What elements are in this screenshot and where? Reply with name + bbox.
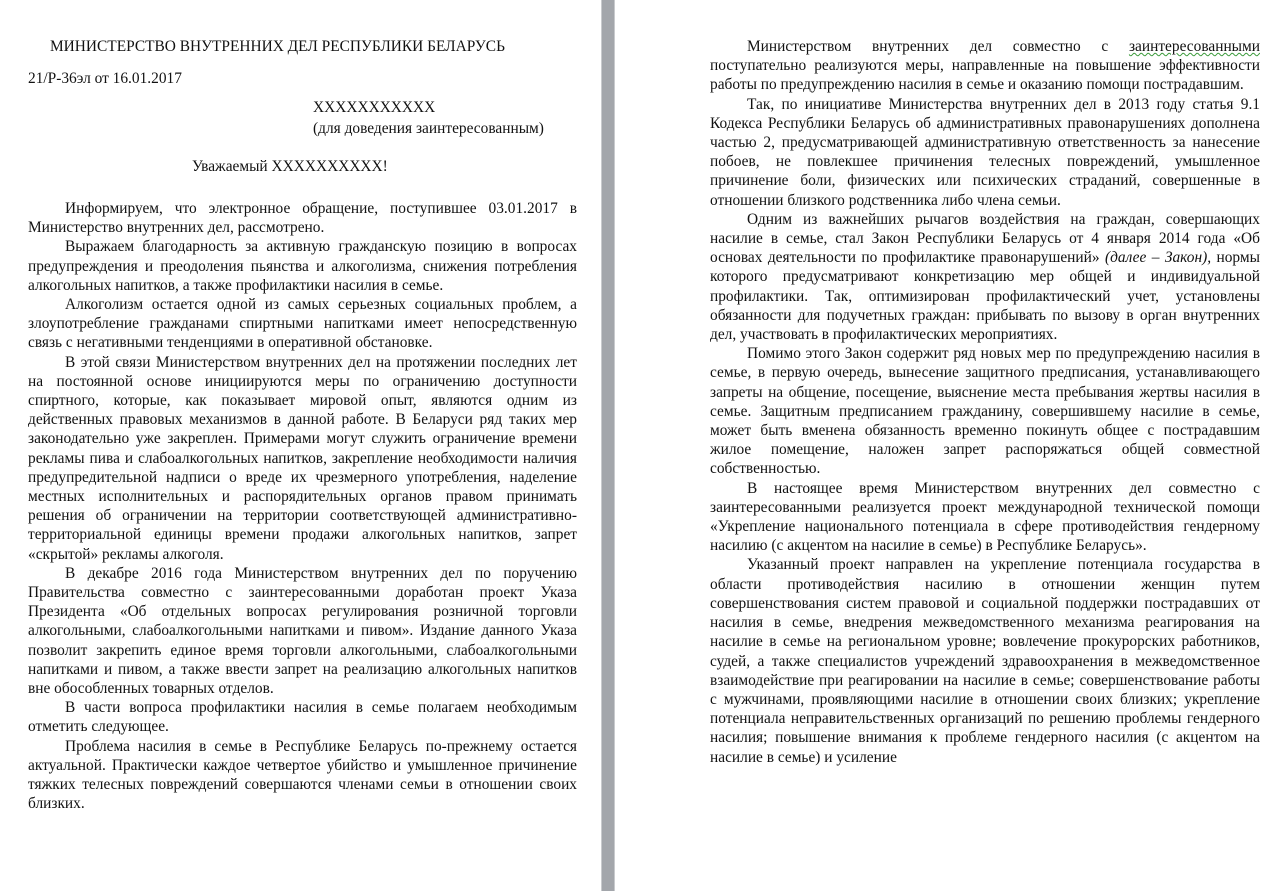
letter-heading: МИНИСТЕРСТВО ВНУТРЕННИХ ДЕЛ РЕСПУБЛИКИ БЕЛАРУСЬ — [50, 38, 505, 55]
text-run: нормы которого предусматривают конкретизацию мер общей и индивидуальной профилактики. Так, оптимизирован профилактический учет, установлены обязанности для подучетных граждан: прибывать по вызову в орган внутренних дел, участвовать в профилактических мероприятиях. — [710, 249, 1260, 344]
document-page-1 — [0, 0, 601, 891]
paragraph — [710, 37, 1260, 95]
paragraph: Так, по инициативе Министерства внутренних дел в 2013 году статья 9.1 Кодекса Республики Беларусь об административных правонарушениях дополнена частью 2, предусматривающей административную ответственность за нанесение побоев, не повлекшее причинения телесных повреждений, умышленное причинение боли, физических или психических страданий, совершенные в отношении близкого родственника либо члена семьи. — [710, 95, 1260, 209]
text-run: Одним из важнейших рычагов воздействия на граждан, совершающих насилие в семье, стал Закон Республики Беларусь от 4 января 2014 года «Об основах деятельности по профилактике правонарушений» — [710, 210, 1260, 267]
paragraph: В декабре 2016 года Министерством внутренних дел по поручению Правительства совместно с заинтересованными доработан проект Указа Президента «Об отдельных вопросах регулирования розничной торговли алкогольными, слабоалкогольными напитками и пивом». Издание данного Указа позволит закрепить единое время торговли алкогольными, слабоалкогольными напитками и пивом, а также ввести запрет на реализацию алкогольных напитков вне обособленных товарных отделов. — [28, 564, 577, 698]
paragraph — [710, 210, 1260, 344]
reference-number: 21/Р-36эл от 16.01.2017 — [28, 70, 182, 87]
paragraph: В части вопроса профилактики насилия в семье полагаем необходимым отметить следующее. — [28, 699, 577, 736]
letter-body-page-1 — [28, 199, 577, 814]
page-separator — [601, 0, 615, 891]
letter-body-page-2 — [710, 37, 1260, 767]
salutation: Уважаемый ХХХХХХХХХХ! — [192, 158, 388, 175]
paragraph: Информируем, что электронное обращение, поступившее 03.01.2017 в Министерство внутренних дел, рассмотрено. — [28, 200, 577, 237]
paragraph: Указанный проект направлен на укрепление потенциала государства в области противодействия насилию в отношении женщин путем совершенствования систем правовой и социальной поддержки пострадавших от насилия в семье, внедрения межведомственного механизма реагирования на насилие в семье на региональном уровне; вовлечение прокурорских работников, судей, а также специалистов учреждений здравоохранения в межведомственное взаимодействие при реагировании на насилие в семье; совершенствование работы с мужчинами, проявляющими насилие в отношении своих близких; укрепление потенциала неправительственных организаций по решению проблемы гендерного насилия; повышение внимания к проблеме гендерного насилия (с акцентом на насилие в семье) и усиление — [710, 556, 1260, 766]
text-run: поступательно реализуются меры, направленные на повышение эффективности работы по предупреждению насилия в семье и оказанию помощи пострадавшим. — [710, 57, 1260, 94]
paragraph: Алкоголизм остается одной из самых серьезных социальных проблем, а злоупотребление гражданами спиртными напитками имеет непосредственную связь с негативными тенденциями в оперативной обстановке. — [28, 296, 577, 352]
paragraph: Помимо этого Закон содержит ряд новых мер по предупреждению насилия в семье, в первую очередь, вынесение защитного предписания, устанавливающего запреты на общение, посещение, выяснение места пребывания жертвы насилия в семье. Защитным предписанием гражданину, совершившему насилие в семье, может быть вменена обязанность временно покинуть общее с пострадавшим жилое помещение, наложен запрет распоряжаться общей совместной собственностью. — [710, 345, 1260, 478]
italic-note: (далее – Закон), — [1104, 249, 1212, 267]
addressee: ХХХХХХХХХХХ — [313, 99, 436, 116]
paragraph: В настоящее время Министерством внутренних дел совместно с заинтересованными реализуется проект международной технической помощи «Укрепление национального потенциала в сфере противодействия гендерному насилию (с акцентом на насилие в семье) в Республике Беларусь». — [710, 479, 1260, 555]
addressee-note: (для доведения заинтересованным) — [313, 120, 544, 137]
paragraph: Выражаем благодарность за активную гражданскую позицию в вопросах предупреждения и преодоления пьянства и алкоголизма, снижения потребления алкогольных напитков, а также профилактики насилия в семье. — [28, 238, 577, 294]
text-run: Министерством внутренних дел совместно с — [747, 38, 1129, 55]
paragraph: Проблема насилия в семье в Республике Беларусь по-прежнему остается актуальной. Практически каждое четвертое убийство и умышленное причинение тяжких телесных повреждений совершаются членами семьи в отношении своих близких. — [28, 737, 577, 813]
paragraph: В этой связи Министерством внутренних дел на протяжении последних лет на постоянной основе инициируются меры по ограничению доступности спиртного, которые, как показывает мировой опыт, являются одним из действенных правовых механизмов в данной работе. В Беларуси ряд таких мер законодательно уже закреплен. Примерами могут служить ограничение времени рекламы пива и слабоалкогольных напитков, закрепление необходимости наличия предупредительной надписи о вреде их чрезмерного употребления, наделение местных исполнительных и распорядительных органов правом принимать решения об ограничении на территории соответствующей административно-территориальной единицы времени продажи алкогольных напитков, запрет «скрытой» рекламы алкоголя. — [28, 353, 577, 563]
spellcheck-underlined-word[interactable]: заинтересованными — [1128, 38, 1260, 55]
document-page-2 — [615, 0, 1280, 891]
